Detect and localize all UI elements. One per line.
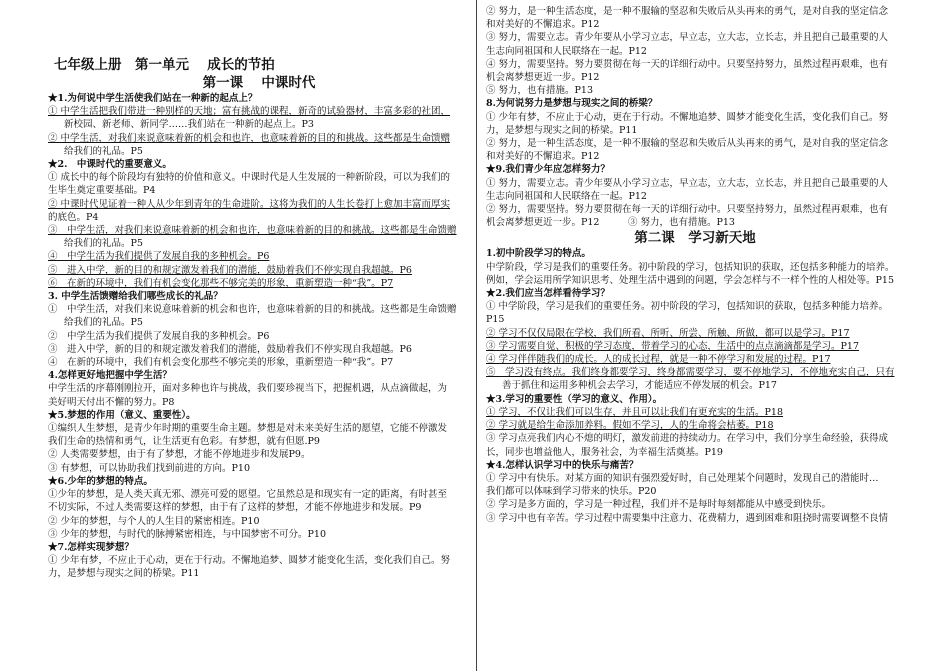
text-line: ③ 进入中学，新的目的和规定激发着我们的潜能，鼓励着我们不停实现自我超越。P6 — [48, 343, 412, 355]
text-line: ⑤ 努力，也有措施。P13 — [486, 85, 594, 97]
text-line: ① 中学阶段，学习是我们的重要任务。初中阶段的学习，包括知识的获取，包括多种能力培养。 — [486, 301, 889, 313]
text-line: ① 少年有梦，不应止于心动，更在于行动。不懈地追梦、圆梦才能变化生活，变化我们自己。努 — [48, 555, 451, 567]
text-line: ② 努力，是一种生活态度，是一种不服输的坚忍和失败后从头再来的勇气，是对自我的坚定信念 — [486, 138, 889, 150]
text-line: ① 努力，需要立志。青少年要从小学习立志，早立志，立大志，立长志，并且把自己最重要的人 — [486, 177, 889, 189]
text-line: ④ 中学生活为我们提供了发展自我的多种机会。P6 — [48, 251, 270, 263]
question-heading: ★9.我们青少年应怎样努力？ — [486, 164, 610, 176]
lesson-title: 第二课 学习新天地 — [634, 230, 756, 247]
text-line: 美好明天付出不懈的努力。P8 — [48, 396, 175, 408]
text-line: 给我们的礼品。P5 — [64, 145, 143, 157]
text-line: ⑥ 在新的环境中，我们有机会变化那些不够完美的形象，重新塑造一种“我”。P7 — [48, 277, 394, 289]
text-line: P15 — [486, 314, 505, 326]
lesson-title: 第一课 中课时代 — [202, 75, 316, 91]
text-line: 生志向同祖国和人民联络在一起。P12 — [486, 190, 647, 202]
question-heading: ★5.梦想的作用（意义、重要性）。 — [48, 409, 196, 421]
text-line: ③ 少年的梦想，与时代的脉搏紧密相连，与中国梦密不可分。P10 — [48, 528, 327, 540]
text-line: 中学生活的序幕刚刚拉开，面对多种也许与挑战，我们要珍视当下，把握机遇，从点滴做起，为 — [48, 383, 448, 395]
text-line: 我们都可以体味到学习带来的快乐。P20 — [486, 486, 657, 498]
column-divider — [476, 0, 477, 671]
unit-title: 七年级上册 第一单元 成长的节拍 — [54, 57, 275, 73]
question-heading: 4.怎样更好地把握中学生活？ — [48, 370, 172, 382]
text-line: 和对美好的不懈追求。P12 — [486, 19, 600, 31]
text-line: ③ 中学生活，对我们来说意味着新的机会和也许，也意味着新的目的和挑战。这些都是生命馈赠 — [48, 225, 457, 237]
left-column — [48, 0, 470, 671]
text-line: 新校园、新老师、新同学……我们站在一种新的起点上。P3 — [64, 119, 314, 131]
text-line: ① 学习中有快乐。对某方面的知识有强烈爱好时，自己处理某个问题时，发现自己的潜能时… — [486, 472, 879, 484]
text-line: ③ 努力，需要立志。青少年要从小学习立志，早立志，立大志，立长志，并且把自己最重要的人 — [486, 32, 889, 44]
question-heading: 8.为何说努力是梦想与现实之间的桥梁？ — [486, 98, 658, 110]
text-line: ② 努力，是一种生活态度，是一种不服输的坚忍和失败后从头再来的勇气，是对自我的坚定信念 — [486, 6, 889, 17]
question-heading: ★2. 中课时代的重要意义。 — [48, 159, 172, 171]
text-line: ③ 学习需要自觉、积极的学习态度，带着学习的心态，生活中的点点滴滴都是学习。P17 — [486, 340, 860, 352]
text-line: ⑤ 进入中学，新的目的和规定激发着我们的潜能，鼓励着我们不停实现自我超越。P6 — [48, 264, 412, 276]
text-line: ① 中学生活把我们带进一种别样的天地；富有挑战的课程，新奇的试验器材，丰富多彩的社团， — [48, 106, 451, 118]
text-line: ④ 在新的环境中，我们有机会变化那些不够完美的形象，重新塑造一种“我”。P7 — [48, 357, 394, 369]
text-line: 给我们的礼品。P5 — [64, 317, 143, 329]
text-line: ② 学习就是给生命添加养料。假如不学习，人的生命将会枯萎。P18 — [486, 420, 774, 432]
text-line: 善于抓住和运用多种机会去学习，才能适应不停发展的机会。P17 — [502, 380, 777, 392]
text-line: 机会离梦想更近一步。P12 ③ 努力，也有措施。P13 — [486, 217, 735, 229]
text-line: ③ 有梦想，可以协助我们找到前进的方向。P10 — [48, 462, 251, 474]
text-line: ② 人类需要梦想，由于有了梦想，才能不停地进步和发展P9。 — [48, 449, 311, 461]
text-line: 机会离梦想更近一步。P12 — [486, 72, 600, 84]
text-line: ② 中学生活为我们提供了发展自我的多种机会。P6 — [48, 330, 270, 342]
text-line: ③ 学习中也有辛苦。学习过程中需要集中注意力、花费精力，遇到困难和阻挠时需要调整不良情 — [486, 512, 889, 524]
text-line: ② 中学生活，对我们来说意味着新的机会和也许，也意味着新的目的和挑战。这些都是生命馈赠 — [48, 132, 451, 144]
question-heading: ★3.学习的重要性（学习的意义、作用）。 — [486, 393, 663, 405]
text-line: 中学阶段，学习是我们的重要任务。初中阶段的学习，包括知识的获取，还包括多种能力的培养。 — [486, 261, 895, 273]
question-heading: ★7.怎样实现梦想？ — [48, 541, 134, 553]
question-heading: 1.初中阶段学习的特点。 — [486, 248, 591, 260]
text-line: 例如，学会运用所学知识思考、处理生活中遇到的问题，学会怎样与不一样个性的人相处等。P15 — [486, 274, 894, 286]
text-line: ① 少年有梦，不应止于心动，更在于行动。不懈地追梦、圆梦才能变化生活，变化我们自己。努 — [486, 111, 889, 123]
text-line: ② 少年的梦想，与个人的人生目的紧密相连。P10 — [48, 515, 260, 527]
text-line: ① 中学生活，对我们来说意味着新的机会和也许，也意味着新的目的和挑战。这些都是生命馈赠 — [48, 304, 457, 316]
text-line: 生志向同祖国和人民联络在一起。P12 — [486, 45, 647, 57]
text-line: ④ 努力，需要坚持。努力要贯彻在每一天的详细行动中。只要坚持努力，虽然过程再艰难，也有 — [486, 58, 889, 70]
text-line: 力，是梦想与现实之间的桥梁。P11 — [48, 568, 200, 580]
text-line: 力，是梦想与现实之间的桥梁。P11 — [486, 124, 638, 136]
text-line: 和对美好的不懈追求。P12 — [486, 151, 600, 163]
text-line: 不切实际，不过人类需要这样的梦想，由于有了这样的梦想，才能不停地进步和发展。P9 — [48, 502, 422, 514]
question-heading: 3. 中学生活馈赠给我们哪些成长的礼品？ — [48, 291, 223, 303]
text-line: ② 努力，需要坚持。努力要贯彻在每一天的详细行动中。只要坚持努力，虽然过程再艰难，也有 — [486, 204, 889, 216]
text-line: 我们生命的热情和勇气，让生活更有色彩。有梦想，就有但愿.P9 — [48, 436, 320, 448]
text-line: ④ 学习伴伴随我们的成长。人的成长过程，就是一种不停学习和发展的过程。P17 — [486, 354, 831, 366]
question-heading: ★1.为何说中学生活使我们站在一种新的起点上？ — [48, 93, 258, 104]
text-line: ①少年的梦想，是人类天真无邪、漂亮可爱的愿望。它虽然总是和现实有一定的距离，有时甚至 — [48, 489, 448, 501]
text-line: 给我们的礼品。P5 — [64, 238, 143, 250]
text-line: ⑤ 学习没有终点。我们终身都要学习，终身都需要学习，要不停地学习，不停地充实自己，只有 — [486, 367, 895, 379]
question-heading: ★4.怎样认识学习中的快乐与痛苦？ — [486, 459, 639, 471]
question-heading: ★6.少年的梦想的特点。 — [48, 475, 153, 487]
text-line: ① 成长中的每个阶段均有独特的价值和意义。中课时代是人生发展的一种新阶段，可以为我们的 — [48, 172, 451, 184]
text-line: ② 学习不仅仅局限在学校，我们所看、所听、所尝、所触、所做，都可以是学习。P17 — [486, 327, 850, 339]
text-line: ③ 学习点亮我们内心不熄的明灯，激发前进的持续动力。在学习中，我们分享生命经验，获得成 — [486, 433, 889, 445]
text-line: ② 学习是多方面的，学习是一种过程，我们并不是每时每刻都能从中感受到快乐。 — [486, 499, 832, 511]
text-line: ①编织人生梦想，是青少年时期的重要生命主题。梦想是对未来美好生活的愿望，它能不停激发 — [48, 423, 448, 435]
text-line: 长，同步也增益他人，服务社会，为幸福生活奠基。P19 — [486, 446, 723, 458]
question-heading: ★2.我们应当怎样看待学习？ — [486, 288, 610, 300]
text-line: 生毕生奠定重要基础。P4 — [48, 185, 156, 197]
text-line: ② 中课时代见证着一种人从少年到青年的生命进阶。这将为我们的人生长卷打上愈加丰富而厚实 — [48, 198, 451, 210]
right-column — [486, 0, 904, 671]
text-line: 的底色。P4 — [48, 211, 99, 223]
text-line: ① 学习，不仅让我们可以生存，并且可以让我们有更充实的生活。P18 — [486, 406, 784, 418]
